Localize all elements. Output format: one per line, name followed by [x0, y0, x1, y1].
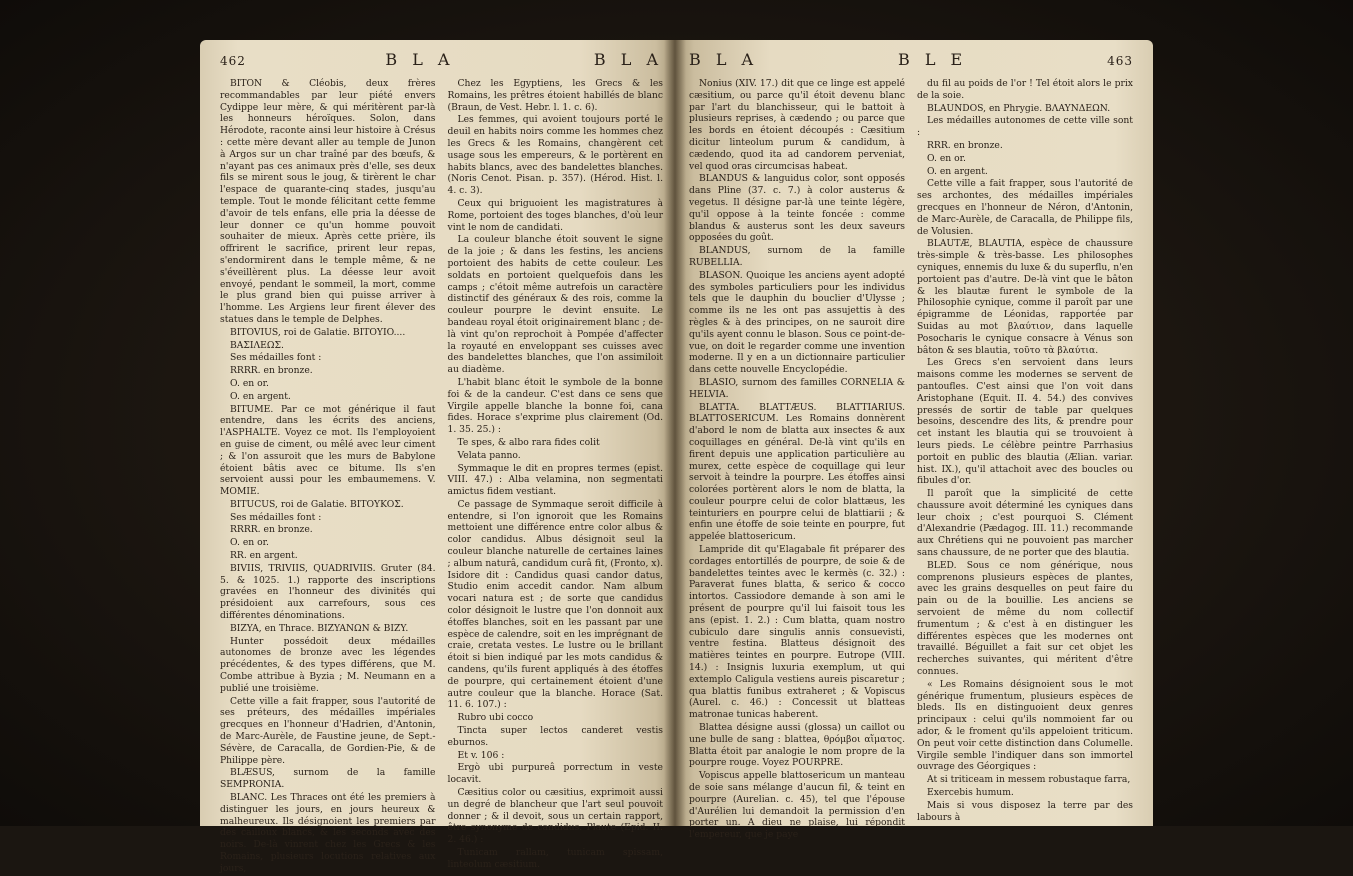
paragraph: Rubro ubi cocco	[457, 712, 534, 724]
paragraph: Tincta super lectos canderet vestis eburnos.	[447, 725, 663, 748]
left-page-header	[220, 50, 663, 70]
paragraph: Ceux qui briguoient les magistratures à Rome, portoient des toges blanches, d'où leur vint le nom de candidati.	[447, 197, 663, 233]
paragraph: Ses médailles font :	[230, 511, 322, 523]
paragraph: « Les Romains désignoient sous le mot générique frumentum, plusieurs espèces de bleds. Ils en distinguoient deux genres principaux : celui qu'ils nommoient far ou ador, & le froment qu'ils appeloient triticum. On peut voir cette distinction dans Columelle. Virgile semble l'indiquer dans son immortel ouvrage des Géorgiques :	[917, 678, 1133, 773]
right-column-1	[689, 78, 905, 842]
paragraph: du fil au poids de l'or ! Tel étoit alors le prix de la soie.	[917, 78, 1133, 101]
paragraph: Cette ville a fait frapper, sous l'autorité de ses archontes, des médailles impériales grecques en l'honneur de Néron, d'Antonin, de Marc-Aurèle, de Caracalla, de Philippe fils, de Volusien.	[917, 178, 1133, 237]
paragraph: Cette ville a fait frapper, sous l'autorité de ses préteurs, des médailles impériales grecques en l'honneur d'Hadrien, d'Antonin, de Marc-Aurèle, de Faustine jeune, de Sept.-Sévère, de Caracalla, de Gordien-Pie, & de Philippe père.	[220, 695, 436, 766]
paragraph: Tunicam rallam, tunicam spissam, linteolum cæsitium.	[447, 847, 663, 870]
paragraph: RR. en argent.	[230, 550, 298, 562]
right-page-number: 463	[1107, 54, 1133, 68]
right-page	[675, 40, 1153, 841]
paragraph: BLÆSUS, surnom de la famille SEMPRONIA.	[220, 767, 436, 791]
left-page-number: 462	[220, 54, 246, 68]
paragraph: L'habit blanc étoit le symbole de la bonne foi & de la candeur. C'est dans ce sens que Virgile appelle blanche la bonne foi, cana fides. Horace s'exprime plus clairement (Od. 1. 35. 25.) :	[447, 376, 663, 436]
paragraph: La couleur blanche étoit souvent le signe de la joie ; & dans les festins, les anciens portoient des habits de cette couleur. Les soldats en portoient quelquefois dans les camps ; c'étoit même autrefois un caractère distinctif des généraux & des rois, comme la couleur pourpre le devint ensuite. Le bandeau royal étoit originairement blanc ; de-là vint qu'on reprochoit à Pompée d'affecter la royauté en enveloppant ses cuisses avec des bandelettes blanches, que l'on assimiloit au diadème.	[447, 234, 663, 376]
paragraph: BLAUTÆ, BLAUTIA, espèce de chaussure très-simple & très-basse. Les philosophes cyniques, ennemis du luxe & du superflu, n'en portoient pas d'autre. De-là vint que le bâton & les blautæ furent le symbole de la Philosophie cynique, comme il paroît par une épigramme de Léonidas, rapportée par Suidas au mot βλαύτιον, dans laquelle Posocharis le cynique consacre à Vénus son bâton & ses blautia, τοῦτο τὰ βλαύτια.	[917, 238, 1133, 356]
left-column-1	[220, 78, 436, 876]
paragraph: RRRR. en bronze.	[230, 524, 313, 536]
paragraph: Ce passage de Symmaque seroit difficile à entendre, si l'on ignoroit que les Romains mettoient une différence entre color albus & color candidus. Albus désignoit seul la couleur blanche naturelle de certaines laines ; album naturâ, candidum curâ fit, (Fronto, x). Isidore dit : Candidus quasi candor datus, Studio enim accedit candor. Nam album vocari natura est ; de sorte que candidus color désignoit le lustre que l'on donnoit aux étoffes blanches, soit en les passant par une espèce de calendre, soit en les imprégnant de craie, cretata vestes. Le lustre ou le brillant étoit si bien indiqué par les mots candidus & candens, qu'ils furent appliqués à des étoffes de pourpre, qui certainement étoient d'une autre couleur que la blanche. Horace (Sat. 11. 6. 107.) :	[447, 498, 663, 711]
book-gutter	[664, 40, 686, 826]
paragraph: Te spes, & albo rara fides colit	[457, 436, 600, 448]
paragraph: Ses médailles font :	[230, 352, 322, 364]
right-page-header	[689, 50, 1133, 70]
paragraph: O. en argent.	[927, 165, 988, 177]
paragraph: BITON & Cléobis, deux frères recommandables par leur piété envers Cydippe leur mère, & qui méritèrent par-là les honneurs héroïques. Solon, dans Hérodote, raconte ainsi leur histoire à Crésus : cette mère devant aller au temple de Junon à Argos sur un char traîné par des bœufs, & n'ayant pas ces animaux près d'elle, ses deux fils se mirent sous le joug, & tirèrent le char l'espace de quarante-cinq stades, jusqu'au temple. Tout le monde félicitant cette femme d'avoir de tels enfans, elle pria la déesse de leur donner ce qu'un homme pouvoit souhaiter de mieux. Après cette prière, ils offrirent le sacrifice, prirent leur repas, s'endormirent dans le temple même, & ne s'éveillèrent plus. La déesse leur avoit envoyé, pendant le sommeil, la mort, comme le plus grand bien qui puisse arriver à l'homme. Les Argiens leur firent élever des statues dans le temple de Delphes.	[220, 78, 436, 325]
right-running-head: B L A	[689, 50, 759, 69]
right-running-head-2: B L E	[897, 50, 968, 69]
paragraph: O. en or.	[927, 152, 966, 164]
paragraph: Les femmes, qui avoient toujours porté le deuil en habits noirs comme les hommes chez les Grecs & les Romains, changèrent cet usage sous les empereurs, & le portèrent en habits blancs, avec des bandelettes blanches. (Noris Cenot. Pisan. p. 357). (Hérod. Hist. l. 4. c. 3).	[447, 114, 663, 197]
paragraph: Chez les Egyptiens, les Grecs & les Romains, les prêtres étoient habillés de blanc (Braun, de Vest. Hebr. l. 1. c. 6).	[447, 78, 663, 113]
paragraph: Et v. 106 :	[457, 749, 505, 761]
paragraph: RRRR. en bronze.	[230, 365, 313, 377]
paragraph: BLASIO, surnom des familles CORNELIA & HELVIA.	[689, 376, 905, 400]
paragraph: BLAUNDOS, en Phrygie. BΛAYNΔEΩN.	[927, 102, 1111, 114]
paragraph: BITUCUS, roi de Galatie. BITOΥKOΣ.	[230, 498, 404, 510]
paragraph: O. en argent.	[230, 390, 291, 402]
paragraph: BLANC. Les Thraces ont été les premiers à distinguer les jours, en jours heureux & malheureux. Ils désignoient les premiers par des cailloux blancs, & les seconds avec des noirs. De-là vinrent chez les Grecs & les Romains, plusieurs locutions relatives aux jours,	[220, 792, 436, 874]
paragraph: Nonius (XIV. 17.) dit que ce linge est appelé cæsitium, ou parce qu'il étoit devenu blanc par l'art du blanchisseur, qui le battoit à plusieurs reprises, à cædendo ; ou parce que les bords en étoient découpés : Cæsitium dicitur linteolum purum & candidum, à cædendo, quod ita ad candorem perveniat, vel quod oras circumcisas habeat.	[689, 78, 905, 172]
paragraph: Mais si vous disposez la terre par des labours à	[917, 799, 1133, 823]
paragraph: BITUME. Par ce mot générique il faut entendre, dans les écrits des anciens, l'ASPHALTE. Voyez ce mot. Ils l'employoient en guise de ciment, ou mêlé avec leur ciment ; & l'on assuroit que les murs de Babylone étoient bâtis avec ce bitume. Ils s'en servoient aussi pour les embaumemens. V. MOMIE.	[220, 403, 436, 498]
left-column-2	[448, 78, 664, 876]
paragraph: BAΣIΛEΩΣ.	[230, 339, 284, 351]
paragraph: BLATTA. BLATTÆUS. BLATTIARIUS. BLATTOSERICUM. Les Romains donnèrent d'abord le nom de blatta aux insectes & aux coquillages en général. De-là vint qu'ils en firent depuis une application particulière au murex, cette espèce de coquillage qui leur servoit à teindre la pourpre. Les étoffes ainsi colorées portèrent alors le nom de blatta, la couleur pourpre celui de color blattæus, les teinturiers en pourpre celui de blattiarii ; & enfin une étoffe de soie teinte en pourpre, fut appelée blattosericum.	[689, 401, 905, 543]
paragraph: Les Grecs s'en servoient dans leurs maisons comme les modernes se servent de pantoufles. C'est ainsi que l'on voit dans Aristophane (Equit. II. 4. 54.) des convives pressés de sortir de table par quelques besoins, descendre des lits, & prendre pour cet instant les blautia qui se trouvoient à leurs pieds. Le célèbre peintre Parrhasius portoit en public des blautia (Ælian. variar. hist. IX.), qu'il attachoit avec des boucles ou fibules d'or.	[917, 357, 1133, 487]
paragraph: Il paroît que la simplicité de cette chaussure avoit déterminé les cyniques dans leur choix ; c'est pourquoi S. Clément d'Alexandrie (Pædagog. III. 11.) recommande aux Chrétiens qui ne pouvoient pas marcher sans chaussure, de ne porter que des blautia.	[917, 488, 1133, 559]
paragraph: BIVIIS, TRIVIIS, QUADRIVIIS. Gruter (84. 5. & 1025. 1.) rapporte des inscriptions gravées en l'honneur des divinités qui présidoient aux carrefours, sous ces différentes dénominations.	[220, 562, 436, 622]
paragraph: At si triticeam in messem robustaque farra,	[927, 774, 1131, 786]
paragraph: Vopiscus appelle blattosericum un manteau de soie sans mélange d'aucun fil, & teint en pourpre (Aurelian. c. 45), tel que l'épouse d'Aurélien lui demandoit la permission d'en porter un. A dieu ne plaise, lui répondit l'empereur, que je paye	[689, 770, 905, 841]
paragraph: Les médailles autonomes de cette ville sont :	[917, 115, 1133, 139]
right-column-2	[917, 78, 1133, 842]
paragraph: Symmaque le dit en propres termes (epist. VIII. 47.) : Alba velamina, non segmentati amictus fidem vestiant.	[447, 462, 663, 498]
paragraph: BLANDUS & languidus color, sont opposés dans Pline (37. c. 7.) à color austerus & vegetus. Il désigne par-là une teinte légère, qu'il oppose à la teinte foncée : comme blandus & austerus sont les deux saveurs opposées du goût.	[689, 173, 905, 244]
paragraph: Ergò ubi purpureâ porrectum in veste locavit.	[447, 762, 663, 786]
paragraph: O. en or.	[230, 537, 269, 549]
left-page-columns	[220, 78, 663, 876]
paragraph: Exercebis humum.	[927, 787, 1014, 799]
paragraph: BITOVIUS, roi de Galatie. BITOΥIO....	[230, 326, 406, 338]
left-page	[200, 40, 675, 874]
paragraph: BIZYA, en Thrace. BIZYANΩN & BIZY.	[230, 622, 409, 634]
left-running-head-2: B L A	[593, 50, 663, 69]
right-page-columns	[689, 78, 1133, 842]
paragraph: BLED. Sous ce nom générique, nous comprenons plusieurs espèces de plantes, avec les grains desquelles on peut faire du pain ou de la bouillie. Les anciens se servoient de même du nom collectif frumentum ; & c'est à en distinguer les différentes espèces que les modernes ont travaillé. Béguillet a fait sur cet objet les recherches suivantes, qui méritent d'être connues.	[917, 559, 1133, 678]
paragraph: Cæsitius color ou cæsitius, exprimoit aussi un degré de blancheur que l'art seul pouvoit donner ; & il devoit, sous un certain rapport, être synonyme de candidus. Plaute (Epid. II. 2. 46.) :	[447, 787, 663, 846]
paragraph: Hunter possédoit deux médailles autonomes de bronze avec les légendes précédentes, & des types différens, que M. Combe attribue à Byzia ; M. Neumann en a publié une troisième.	[220, 635, 436, 694]
left-running-head: B L A	[385, 50, 455, 69]
paragraph: Lampride dit qu'Elagabale fit préparer des cordages entortillés de pourpre, de soie & de bandelettes teintes avec le kermès (c. 32.) : Paraverat funes blatta, & serico & cocco intortos. Cassiodore demande à son ami le présent de pourpre qu'il lui faisoit tous les ans (epist. 1. 2.) : Cum blatta, quam nostro cubiculo dare singulis annis consuevisti, ventre festina. Blatteus désignoit des matières teintes en pourpre. Eutrope (VIII. 14.) : Insignis luxuria exemplum, ut qui extemplo Caligula vestiens aureis piscaretur ; qua blattis funibus extraheret ; & Vopiscus (Aurel. c. 46.) : Concessit ut blatteas matronae tunicas haberent.	[689, 544, 905, 721]
paragraph: BLANDUS, surnom de la famille RUBELLIA.	[689, 245, 905, 268]
paragraph: O. en or.	[230, 377, 269, 389]
paragraph: BLASON. Quoique les anciens ayent adopté des symboles particuliers pour les individus tels que le dauphin du bouclier d'Ulysse ; comme ils ne les ont pas assujettis à des règles & à des principes, on ne sauroit dire qu'ils ayent connu le blason. Sous ce point-de-vue, on doit le regarder comme une invention moderne. Il y en a un dictionnaire particulier dans cette nouvelle Encyclopédie.	[689, 269, 905, 376]
paragraph: Velata panno.	[457, 449, 521, 461]
paragraph: RRR. en bronze.	[927, 139, 1003, 151]
paragraph: Blattea désigne aussi (glossa) un caillot ou une bulle de sang : blattea, θρόμβοι αἵματος. Blatta étoit par analogie le nom propre de la pourpre rouge. Voyez POURPRE.	[689, 722, 905, 769]
